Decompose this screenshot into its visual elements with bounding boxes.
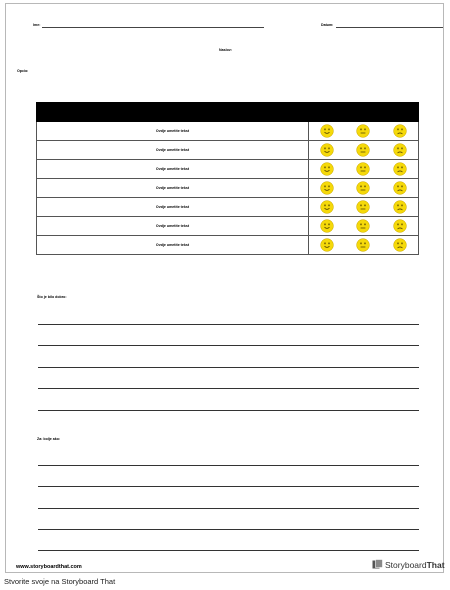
- smiley-happy-icon[interactable]: [320, 238, 334, 252]
- table-row: [36, 198, 419, 217]
- smiley-sad-icon[interactable]: [393, 124, 407, 138]
- page-caption: Stvorite svoje na Storyboard That: [4, 577, 116, 586]
- smiley-happy-icon[interactable]: [320, 181, 334, 195]
- smiley-happy-icon[interactable]: [320, 200, 334, 214]
- table-row: [36, 160, 419, 179]
- write-line[interactable]: [38, 410, 419, 411]
- date-label: Datum:: [321, 23, 334, 27]
- smiley-sad-icon[interactable]: [393, 162, 407, 176]
- rating-faces: [309, 141, 418, 159]
- write-line[interactable]: [38, 529, 419, 530]
- table-row: [36, 179, 419, 198]
- title-label: Naslov:: [219, 48, 232, 52]
- rating-faces: [309, 198, 418, 216]
- went-well-label: Što je bilo dobro:: [37, 295, 67, 299]
- improve-label: Za: bolje ako:: [37, 437, 61, 441]
- rating-faces: [309, 217, 418, 235]
- smiley-neutral-icon[interactable]: [356, 124, 370, 138]
- smiley-neutral-icon[interactable]: [356, 238, 370, 252]
- rating-table: [36, 102, 419, 255]
- smiley-happy-icon[interactable]: [320, 124, 334, 138]
- footer-url[interactable]: www.storyboardthat.com: [16, 564, 82, 570]
- table-header: [36, 102, 419, 122]
- write-line[interactable]: [38, 508, 419, 509]
- logo-word-that: That: [426, 559, 445, 570]
- rating-faces: [309, 122, 418, 140]
- event-label: Opcio:: [17, 69, 29, 73]
- logo-word-storyboard: Storyboard: [385, 559, 427, 570]
- smiley-happy-icon[interactable]: [320, 219, 334, 233]
- smiley-happy-icon[interactable]: [320, 143, 334, 157]
- smiley-happy-icon[interactable]: [320, 162, 334, 176]
- rating-faces: [309, 236, 418, 254]
- write-line[interactable]: [38, 388, 419, 389]
- write-line[interactable]: [38, 324, 419, 325]
- smiley-neutral-icon[interactable]: [356, 181, 370, 195]
- row-text[interactable]: Ovdje umetite tekst: [37, 217, 309, 235]
- smiley-sad-icon[interactable]: [393, 143, 407, 157]
- row-text[interactable]: Ovdje umetite tekst: [37, 198, 309, 216]
- storyboard-logo-icon: [372, 559, 383, 570]
- smiley-neutral-icon[interactable]: [356, 162, 370, 176]
- table-row: [36, 217, 419, 236]
- write-line[interactable]: [38, 345, 419, 346]
- row-text[interactable]: Ovdje umetite tekst: [37, 236, 309, 254]
- rating-faces: [309, 179, 418, 197]
- smiley-sad-icon[interactable]: [393, 238, 407, 252]
- row-text[interactable]: Ovdje umetite tekst: [37, 160, 309, 178]
- worksheet-page: [5, 3, 444, 573]
- smiley-sad-icon[interactable]: [393, 181, 407, 195]
- smiley-neutral-icon[interactable]: [356, 219, 370, 233]
- rating-faces: [309, 160, 418, 178]
- storyboardthat-logo[interactable]: [372, 559, 445, 570]
- table-row: [36, 236, 419, 255]
- name-line[interactable]: [42, 27, 264, 28]
- table-row: [36, 122, 419, 141]
- smiley-neutral-icon[interactable]: [356, 200, 370, 214]
- name-label: Ime:: [33, 23, 41, 27]
- write-line[interactable]: [38, 367, 419, 368]
- write-line[interactable]: [38, 550, 419, 551]
- table-row: [36, 141, 419, 160]
- write-line[interactable]: [38, 465, 419, 466]
- date-line[interactable]: [336, 27, 443, 28]
- smiley-sad-icon[interactable]: [393, 200, 407, 214]
- smiley-neutral-icon[interactable]: [356, 143, 370, 157]
- row-text[interactable]: Ovdje umetite tekst: [37, 122, 309, 140]
- row-text[interactable]: Ovdje umetite tekst: [37, 141, 309, 159]
- smiley-sad-icon[interactable]: [393, 219, 407, 233]
- write-line[interactable]: [38, 486, 419, 487]
- row-text[interactable]: Ovdje umetite tekst: [37, 179, 309, 197]
